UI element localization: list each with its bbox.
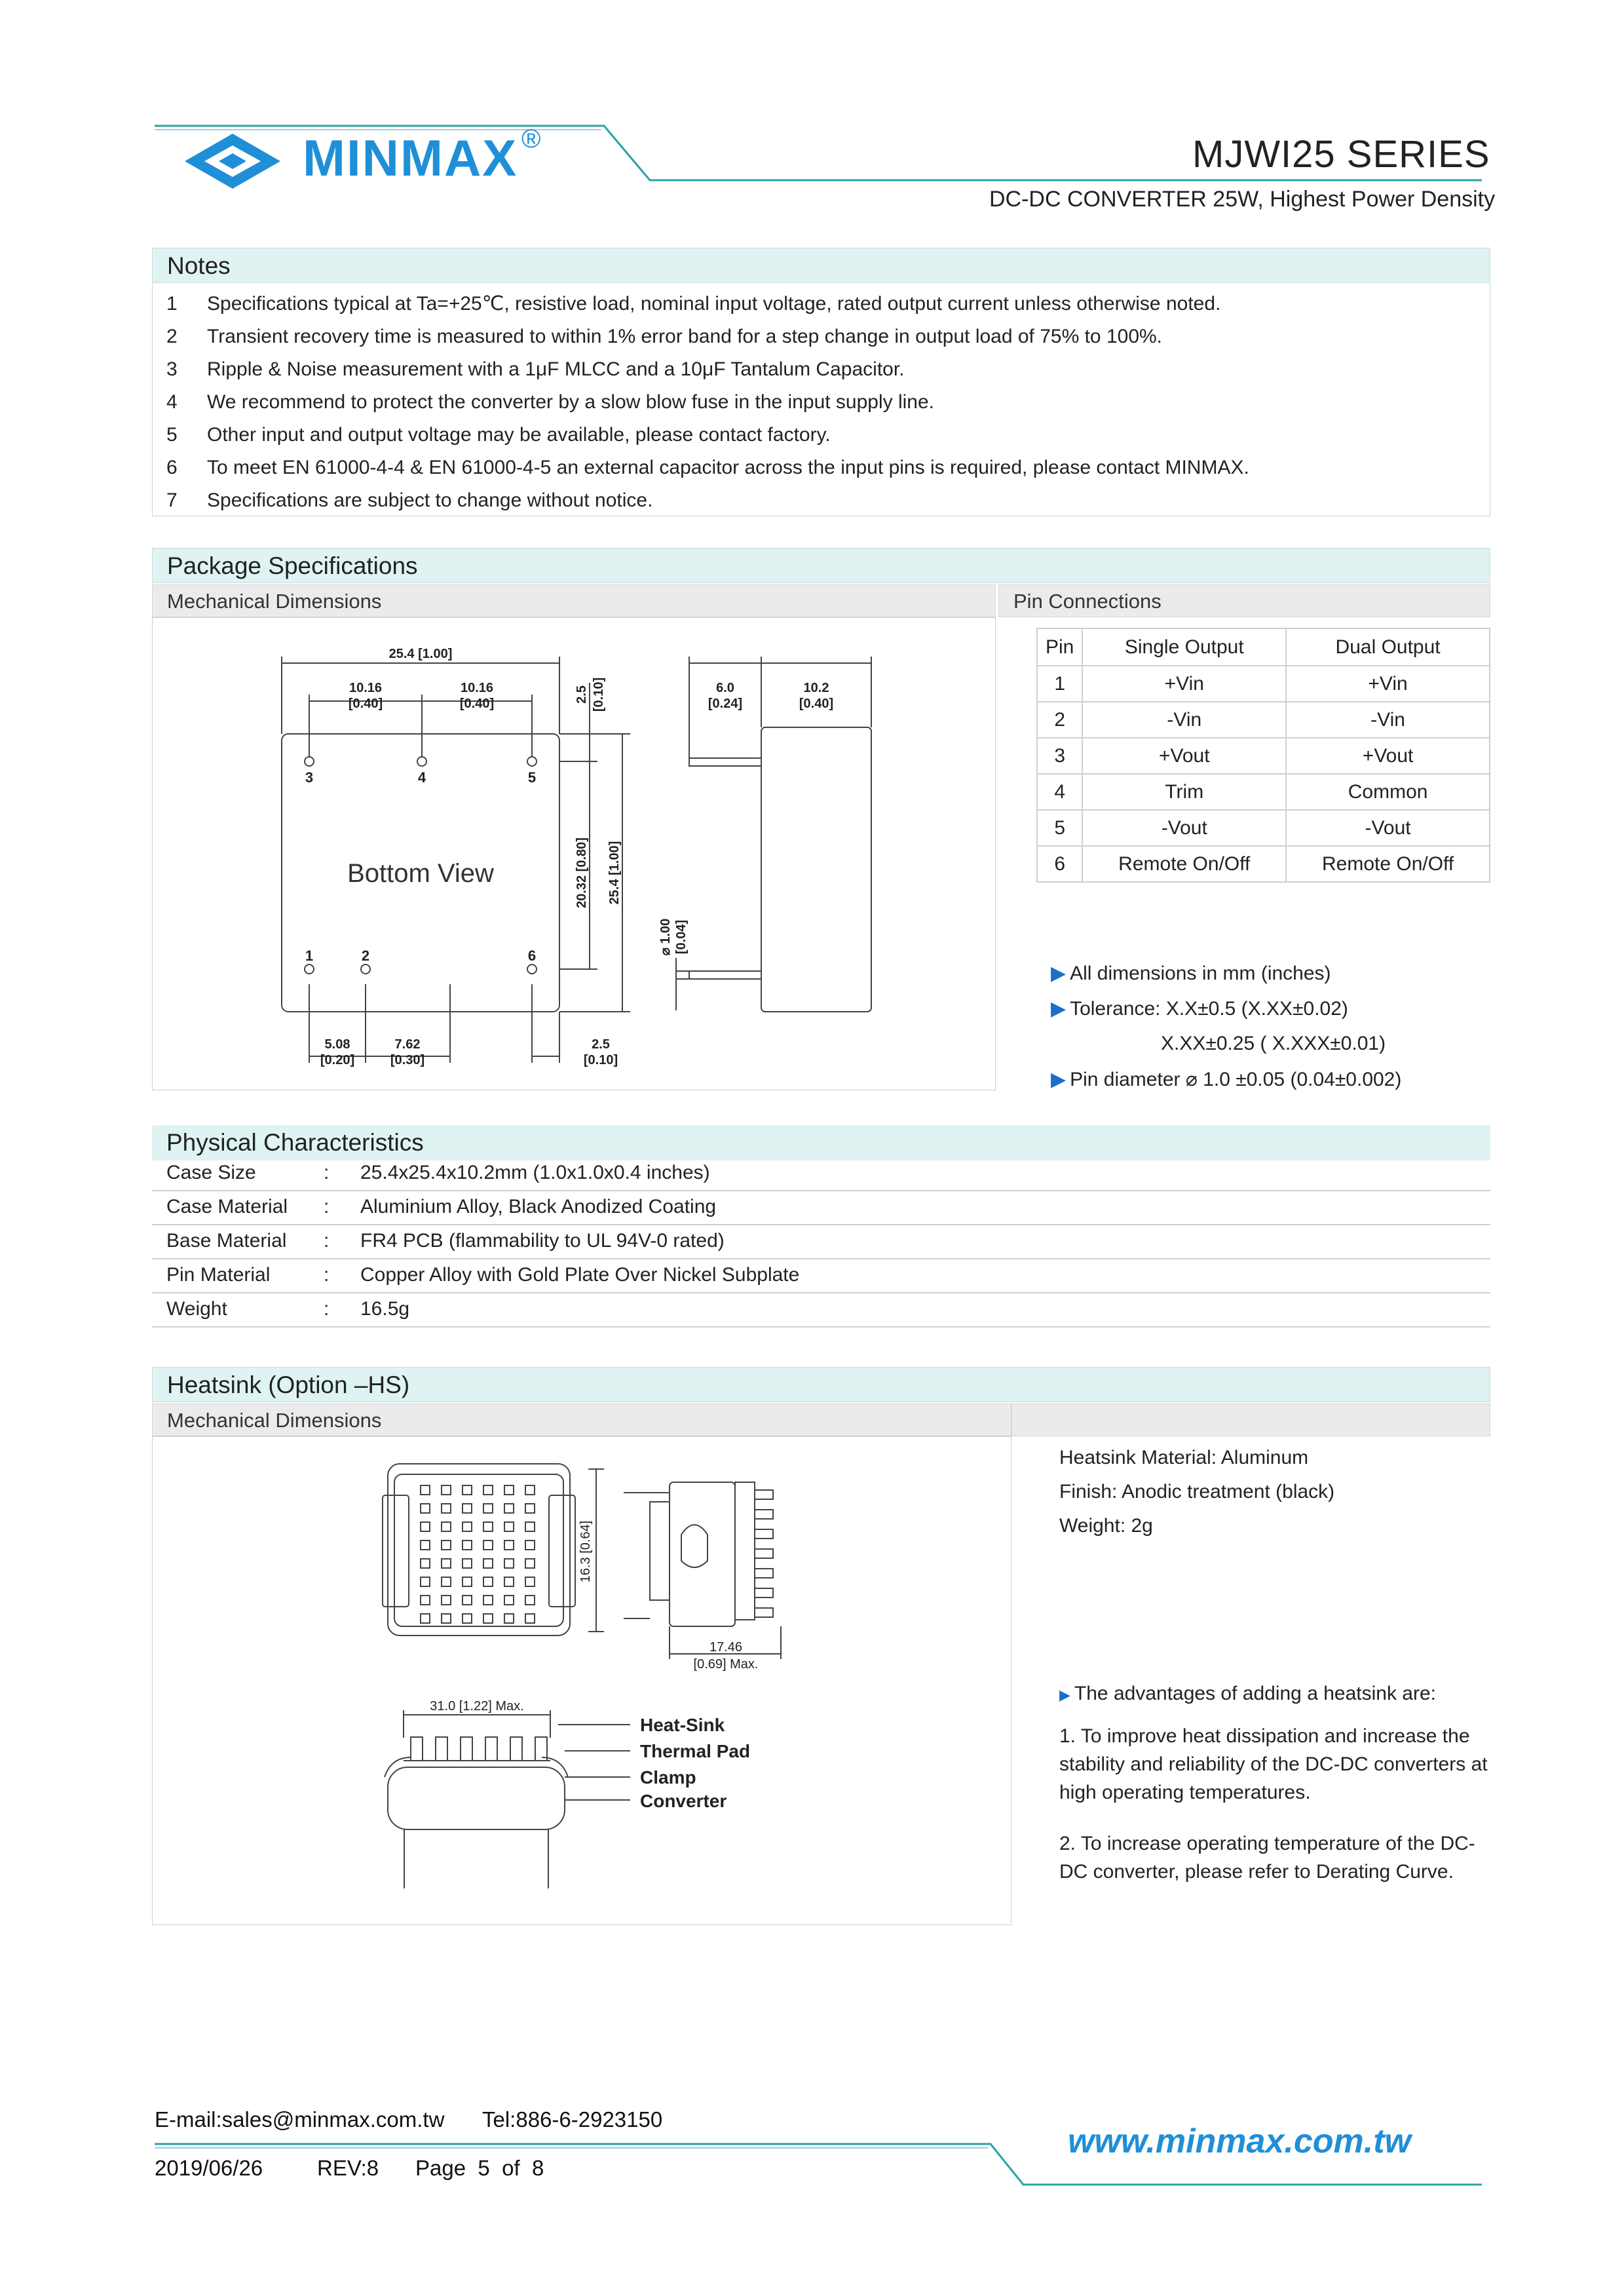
- note-number: 5: [166, 424, 178, 446]
- physical-value: FR4 PCB (flammability to UL 94V-0 rated): [360, 1230, 725, 1252]
- pin-table-row: [1037, 810, 1490, 846]
- hs-part-clamp: Clamp: [640, 1767, 696, 1788]
- hs-width-dim: 31.0 [1.22] Max.: [430, 1699, 524, 1713]
- dim-pin-spacing-a-in: [0.40]: [348, 697, 383, 711]
- heatsink-vent-hole: [421, 1485, 430, 1495]
- series-subtitle: [989, 187, 1495, 212]
- hs-part-thermal-pad: Thermal Pad: [640, 1741, 751, 1761]
- physical-label: Pin Material: [166, 1264, 271, 1286]
- heatsink-vent-hole: [421, 1540, 430, 1550]
- heatsink-vent-hole: [504, 1577, 514, 1586]
- minmax-logo-icon: [177, 128, 288, 194]
- heatsink-vent-hole: [483, 1504, 493, 1513]
- heatsink-vent-hole: [442, 1485, 451, 1495]
- hs-depth-dim: 17.46: [709, 1640, 743, 1655]
- heatsink-vent-hole: [442, 1596, 451, 1605]
- dual-output-cell: +Vout: [1286, 738, 1490, 774]
- notes-title: Notes: [152, 248, 1490, 283]
- heatsink-mech-label: Mechanical Dimensions: [152, 1404, 1011, 1436]
- heatsink-mechanical-drawing: [152, 1436, 1011, 1925]
- heatsink-vent-hole: [525, 1504, 535, 1513]
- pin-table-row: [1037, 738, 1490, 774]
- note-number: 1: [166, 293, 178, 315]
- pin-table-row: [1037, 846, 1490, 882]
- dim-overall-width: 25.4 [1.00]: [388, 647, 453, 661]
- triangle-bullet-icon: ▶: [1051, 1069, 1067, 1090]
- physical-row: [152, 1258, 1490, 1293]
- note-text: We recommend to protect the converter by a slow blow fuse in the input supply line.: [207, 391, 935, 413]
- physical-label: Weight: [166, 1298, 227, 1320]
- footer-website-link[interactable]: www.minmax.com.tw: [1068, 2122, 1411, 2160]
- pin-label-5: 5: [527, 769, 537, 786]
- physical-colon: :: [324, 1196, 330, 1217]
- heatsink-vent-hole: [421, 1504, 430, 1513]
- heatsink-vent-hole: [421, 1577, 430, 1586]
- hs-part-converter: Converter: [640, 1791, 727, 1811]
- heatsink-vent-hole: [525, 1559, 535, 1568]
- heatsink-vent-hole: [442, 1577, 451, 1586]
- note-text: Other input and output voltage may be available, please contact factory.: [207, 424, 831, 446]
- physical-colon: :: [324, 1298, 330, 1320]
- heatsink-vent-hole: [504, 1559, 514, 1568]
- pin-table-row: [1037, 774, 1490, 810]
- pin-connections-label: Pin Connections: [998, 584, 1490, 617]
- physical-colon: :: [324, 1264, 330, 1286]
- dim-bottom-c-in: [0.10]: [583, 1053, 618, 1067]
- dim-pin-row-distance: 20.32 [0.80]: [575, 837, 589, 908]
- heatsink-side-fins: [755, 1490, 773, 1617]
- note-number: 7: [166, 489, 178, 511]
- subtitle-rest: , Highest Power Density: [1257, 187, 1496, 212]
- footer-page: Page 5 of 8: [415, 2156, 544, 2180]
- physical-row: [152, 1292, 1490, 1328]
- triangle-bullet-icon: ▶: [1051, 998, 1067, 1020]
- dim-pin-diameter: ⌀ 1.00: [658, 918, 673, 956]
- heatsink-vent-hole: [483, 1559, 493, 1568]
- dim-pin-spacing-a: 10.16: [349, 681, 383, 695]
- footer-email: E-mail:sales@minmax.com.tw: [155, 2107, 445, 2132]
- heatsink-top-view: [388, 1464, 570, 1636]
- heatsink-vent-hole: [463, 1577, 472, 1586]
- heatsink-info-header: [1011, 1404, 1490, 1436]
- dim-pin-diameter-in: [0.04]: [674, 919, 689, 955]
- dim-bottom-a-in: [0.20]: [320, 1053, 355, 1067]
- heatsink-vent-hole: [463, 1540, 472, 1550]
- heatsink-vent-hole: [463, 1485, 472, 1495]
- heatsink-vent-hole: [483, 1485, 493, 1495]
- note-number: 4: [166, 391, 178, 413]
- pin-label-6: 6: [527, 947, 537, 964]
- heatsink-vent-hole: [421, 1559, 430, 1568]
- physical-label: Case Material: [166, 1196, 288, 1217]
- physical-colon: :: [324, 1162, 330, 1183]
- footer-rev: REV:8: [317, 2156, 379, 2180]
- series-title: MJWI25 SERIES: [1192, 133, 1490, 176]
- heatsink-vent-hole: [483, 1614, 493, 1623]
- dim-top-offset: 2.5: [575, 685, 589, 704]
- pin-label-3: 3: [305, 769, 314, 786]
- dim-bottom-c: 2.5: [592, 1037, 610, 1052]
- hs-height-dim: 16.3 [0.64]: [578, 1520, 593, 1583]
- dim-side-a-in: [0.24]: [708, 697, 743, 711]
- physical-row: [152, 1190, 1490, 1225]
- heatsink-vent-grid: [421, 1485, 535, 1623]
- mech-dimensions-label: Mechanical Dimensions: [152, 584, 996, 617]
- package-title: Package Specifications: [152, 548, 1490, 583]
- physical-value: Copper Alloy with Gold Plate Over Nickel Subplate: [360, 1264, 800, 1286]
- heatsink-vent-hole: [442, 1540, 451, 1550]
- heatsink-vent-hole: [525, 1540, 535, 1550]
- heatsink-vent-hole: [504, 1614, 514, 1623]
- note-text: To meet EN 61000-4-4 & EN 61000-4-5 an external capacitor across the input pins is required, please contact MINMAX.: [207, 457, 1249, 478]
- registered-mark: ®: [521, 124, 541, 153]
- heatsink-vent-hole: [463, 1614, 472, 1623]
- heatsink-assembly-view: [385, 1710, 630, 1888]
- note-all-dimensions: [1051, 962, 1331, 985]
- dim-side-b: 10.2: [803, 681, 829, 695]
- note-number: 3: [166, 358, 178, 380]
- physical-label: Base Material: [166, 1230, 287, 1252]
- dual-output-cell: -Vin: [1286, 702, 1490, 738]
- pin-table-header: [1037, 628, 1490, 666]
- heatsink-side-view: [670, 1482, 735, 1626]
- heatsink-vent-hole: [421, 1614, 430, 1623]
- note-tolerance-2: X.XX±0.25 ( X.XXX±0.01): [1161, 1033, 1386, 1054]
- note-number: 6: [166, 457, 178, 478]
- heatsink-vent-hole: [504, 1540, 514, 1550]
- hs-depth-dim-in: [0.69] Max.: [693, 1657, 759, 1672]
- heatsink-advantages-title: [1059, 1683, 1436, 1705]
- heatsink-vent-hole: [483, 1596, 493, 1605]
- physical-row: [152, 1224, 1490, 1259]
- heatsink-vent-hole: [442, 1559, 451, 1568]
- dim-side-a: 6.0: [716, 681, 734, 695]
- footer-date: 2019/06/26: [155, 2156, 263, 2180]
- package-mechanical-drawing: [152, 617, 996, 1090]
- dim-pin-spacing-b-in: [0.40]: [459, 697, 495, 711]
- pin-number-cell: 4: [1037, 774, 1082, 810]
- physical-value: Aluminium Alloy, Black Anodized Coating: [360, 1196, 717, 1217]
- note-pin-diameter: [1051, 1068, 1401, 1091]
- heatsink-advantage-2: 2. To increase operating temperature of the DC-DC converter, please refer to Derating Curve.: [1059, 1833, 1475, 1883]
- subtitle-bold: DC-DC CONVERTER 25W: [989, 187, 1258, 212]
- dual-output-cell: +Vin: [1286, 666, 1490, 702]
- physical-row: [152, 1156, 1490, 1191]
- heatsink-finish: Finish: Anodic treatment (black): [1059, 1481, 1335, 1502]
- note-all-dimensions-text: All dimensions in mm (inches): [1070, 963, 1331, 984]
- heatsink-vent-hole: [463, 1596, 472, 1605]
- heatsink-vent-hole: [504, 1485, 514, 1495]
- dual-output-cell: -Vout: [1286, 810, 1490, 846]
- dim-top-offset-in: [0.10]: [592, 677, 606, 712]
- pin-label-2: 2: [361, 947, 370, 964]
- pin-connections-table: [1036, 628, 1490, 883]
- heatsink-vent-hole: [463, 1504, 472, 1513]
- single-output-cell: -Vin: [1082, 702, 1286, 738]
- heatsink-vent-hole: [504, 1522, 514, 1531]
- note-pin-diameter-text: Pin diameter ⌀ 1.0 ±0.05 (0.04±0.002): [1070, 1069, 1402, 1090]
- dim-bottom-b-in: [0.30]: [390, 1053, 425, 1067]
- dim-overall-height: 25.4 [1.00]: [607, 841, 622, 905]
- brand-name: MINMAX: [303, 129, 518, 187]
- bottom-view-label: Bottom View: [347, 859, 494, 888]
- dim-side-b-in: [0.40]: [799, 697, 834, 711]
- hs-part-heat-sink: Heat-Sink: [640, 1715, 725, 1735]
- heatsink-vent-hole: [483, 1522, 493, 1531]
- pin-number-cell: 3: [1037, 738, 1082, 774]
- heatsink-vent-hole: [483, 1577, 493, 1586]
- pin-number-cell: 1: [1037, 666, 1082, 702]
- heatsink-vent-hole: [442, 1614, 451, 1623]
- dual-output-col-header: Dual Output: [1286, 628, 1490, 666]
- heatsink-advantages-title-text: The advantages of adding a heatsink are:: [1074, 1683, 1436, 1704]
- dim-pin-spacing-b: 10.16: [460, 681, 494, 695]
- footer-tel: Tel:886-6-2923150: [482, 2107, 663, 2132]
- heatsink-vent-hole: [463, 1522, 472, 1531]
- dim-bottom-b: 7.62: [394, 1037, 421, 1052]
- heatsink-vent-hole: [504, 1504, 514, 1513]
- note-text: Ripple & Noise measurement with a 1μF MLCC and a 10μF Tantalum Capacitor.: [207, 358, 905, 380]
- note-text: Specifications typical at Ta=+25℃, resistive load, nominal input voltage, rated output current unless otherwise noted.: [207, 293, 1221, 315]
- note-tolerance: [1051, 997, 1348, 1020]
- physical-value: 16.5g: [360, 1298, 410, 1320]
- pin-number-cell: 2: [1037, 702, 1082, 738]
- pin-table-row: [1037, 702, 1490, 738]
- heatsink-vent-hole: [483, 1540, 493, 1550]
- heatsink-advantage-1: 1. To improve heat dissipation and increase the stability and reliability of the DC-DC converters at high operating temperatures.: [1059, 1725, 1488, 1803]
- pin-label-1: 1: [305, 947, 314, 964]
- physical-title: Physical Characteristics: [152, 1125, 1490, 1160]
- note-text: Transient recovery time is measured to within 1% error band for a step change in output load of 75% to 100%.: [207, 326, 1163, 347]
- heatsink-vent-hole: [525, 1577, 535, 1586]
- triangle-bullet-icon: ▶: [1059, 1687, 1070, 1703]
- heatsink-vent-hole: [442, 1522, 451, 1531]
- dim-bottom-a: 5.08: [324, 1037, 350, 1052]
- single-output-cell: -Vout: [1082, 810, 1286, 846]
- note-text: Specifications are subject to change without notice.: [207, 489, 653, 511]
- pin-table-row: [1037, 666, 1490, 702]
- physical-value: 25.4x25.4x10.2mm (1.0x1.0x0.4 inches): [360, 1162, 710, 1183]
- note-tolerance-text: Tolerance: X.X±0.5 (X.XX±0.02): [1070, 998, 1348, 1020]
- pin-label-4: 4: [417, 769, 426, 786]
- single-output-cell: +Vout: [1082, 738, 1286, 774]
- single-output-col-header: Single Output: [1082, 628, 1286, 666]
- heatsink-vent-hole: [525, 1485, 535, 1495]
- physical-colon: :: [324, 1230, 330, 1252]
- single-output-cell: +Vin: [1082, 666, 1286, 702]
- heatsink-weight: Weight: 2g: [1059, 1515, 1153, 1537]
- dual-output-cell: Remote On/Off: [1286, 846, 1490, 882]
- side-view-body: [761, 727, 871, 1012]
- single-output-cell: Trim: [1082, 774, 1286, 810]
- heatsink-vent-hole: [421, 1522, 430, 1531]
- heatsink-vent-hole: [525, 1522, 535, 1531]
- dual-output-cell: Common: [1286, 774, 1490, 810]
- heatsink-vent-hole: [421, 1596, 430, 1605]
- heatsink-material: Heatsink Material: Aluminum: [1059, 1447, 1309, 1468]
- heatsink-vent-hole: [442, 1504, 451, 1513]
- heatsink-title: Heatsink (Option –HS): [152, 1367, 1490, 1402]
- pin-col-header: Pin: [1037, 628, 1082, 666]
- single-output-cell: Remote On/Off: [1082, 846, 1286, 882]
- triangle-bullet-icon: ▶: [1051, 963, 1067, 984]
- heatsink-vent-hole: [504, 1596, 514, 1605]
- note-number: 2: [166, 326, 178, 347]
- pin-number-cell: 6: [1037, 846, 1082, 882]
- physical-label: Case Size: [166, 1162, 256, 1183]
- heatsink-vent-hole: [463, 1559, 472, 1568]
- heatsink-vent-hole: [525, 1596, 535, 1605]
- pin-number-cell: 5: [1037, 810, 1082, 846]
- heatsink-vent-hole: [525, 1614, 535, 1623]
